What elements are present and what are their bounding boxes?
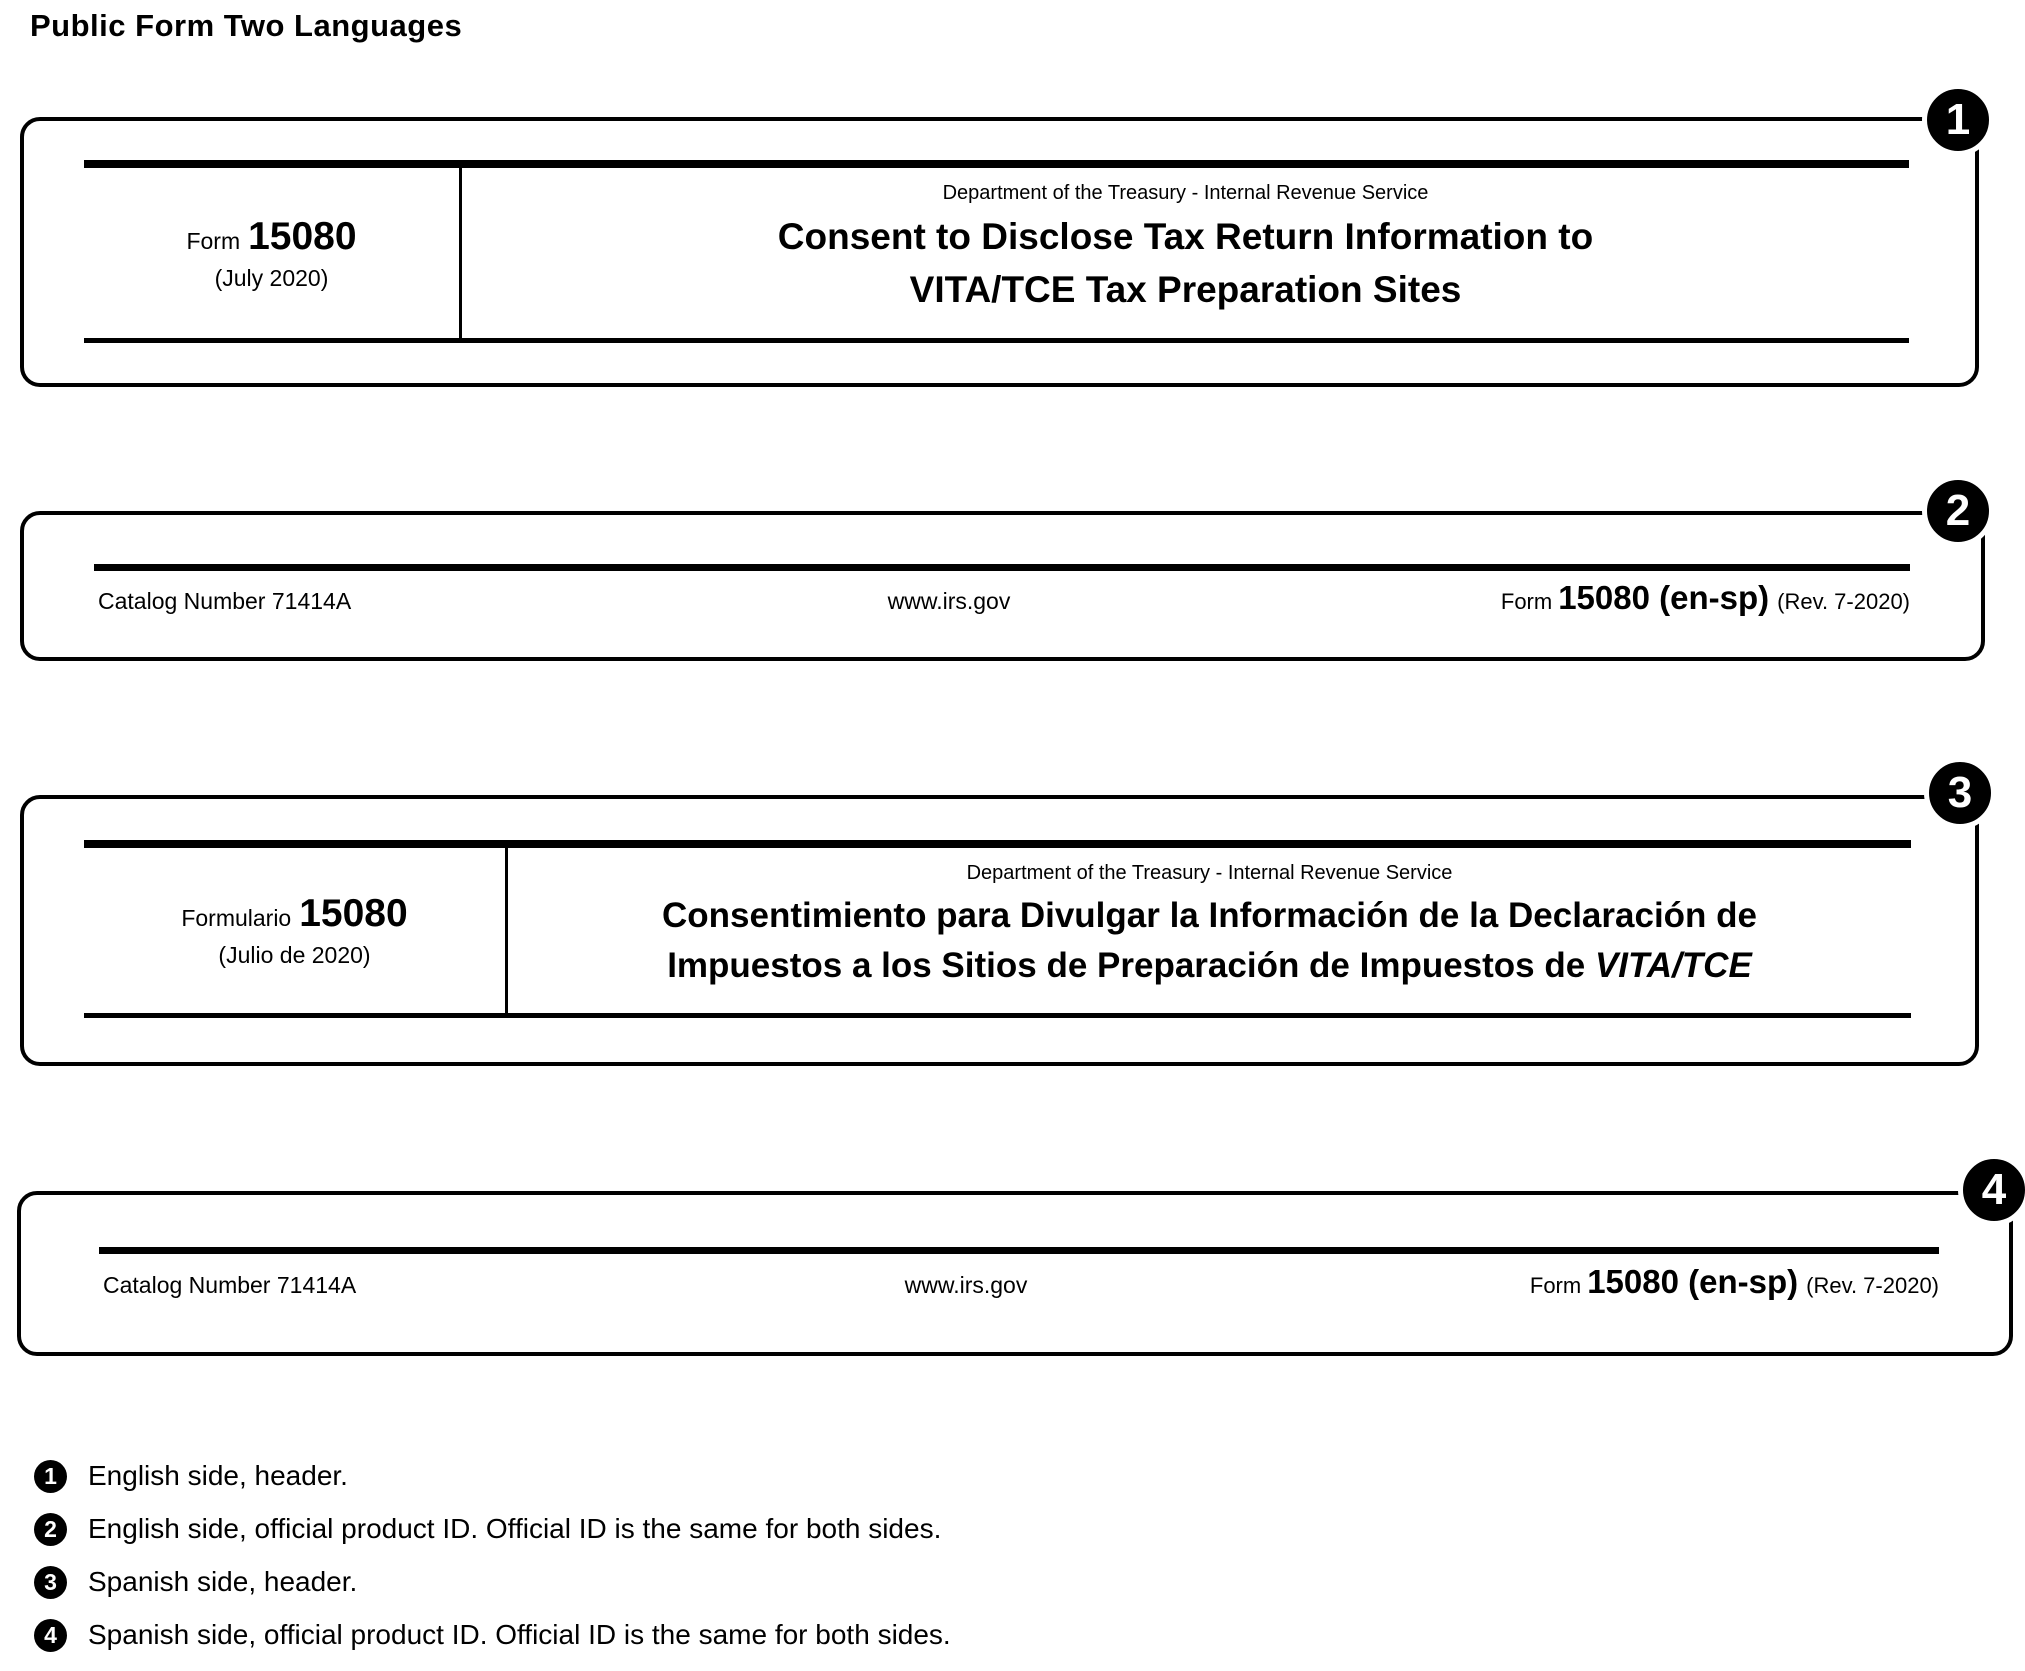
- english-form-title: [778, 211, 1593, 316]
- spanish-form-title: [662, 891, 1757, 990]
- spanish-title-line2-prefix: Impuestos a los Sitios de Preparación de Impuestos de: [667, 945, 1595, 985]
- page-title: Public Form Two Languages: [30, 8, 463, 43]
- department-line: Department of the Treasury - Internal Revenue Service: [942, 182, 1429, 204]
- legend-1-text: English side, header.: [88, 1460, 348, 1491]
- catalog-number: Catalog Number 71414A: [103, 1272, 357, 1298]
- english-form-title-cell: [462, 168, 1909, 338]
- formulario-word-label: Formulario: [181, 905, 292, 931]
- footer-rule: [94, 564, 1910, 571]
- english-header-box: [20, 117, 1979, 387]
- spanish-header-box: [20, 795, 1979, 1066]
- legend-item-2: [34, 1511, 951, 1547]
- legend-item-1: [34, 1458, 951, 1494]
- footer-form-number: 15080 (en-sp): [1587, 1263, 1799, 1300]
- english-header-table: [84, 160, 1909, 343]
- spanish-title-line2-italic: VITA/TCE: [1594, 945, 1752, 985]
- formulario-number: 15080: [299, 892, 408, 935]
- footer-rule: [99, 1247, 1939, 1254]
- department-line-spanish-side: Department of the Treasury - Internal Revenue Service: [966, 862, 1453, 884]
- legend-1-badge: 1: [34, 1460, 67, 1493]
- footer-form-word: Form: [1529, 1273, 1582, 1298]
- callout-1-badge: 1: [1922, 84, 1994, 156]
- spanish-header-table: [84, 840, 1911, 1018]
- form-word-label: Form: [186, 227, 241, 254]
- legend-item-4: [34, 1617, 951, 1653]
- legend-3-text: Spanish side, header.: [88, 1566, 358, 1597]
- spanish-footer-row: [103, 1263, 1939, 1301]
- formulario-revision-date: (Julio de 2020): [218, 942, 371, 968]
- footer-form-number: 15080 (en-sp): [1558, 579, 1770, 616]
- spanish-form-id: [181, 892, 407, 936]
- catalog-number: Catalog Number 71414A: [98, 588, 352, 614]
- english-title-line1: Consent to Disclose Tax Return Information to: [777, 216, 1594, 257]
- legend-3-badge: 3: [34, 1566, 67, 1599]
- legend: [34, 1458, 951, 1670]
- legend-4-badge: 4: [34, 1619, 67, 1652]
- callout-3-badge: 3: [1924, 757, 1996, 829]
- english-form-id-cell: [84, 168, 462, 338]
- form-revision-date: (July 2020): [214, 264, 329, 291]
- callout-4-badge: 4: [1958, 1154, 2025, 1226]
- footer-form-word: Form: [1500, 589, 1553, 614]
- footer-form-id: [1082, 1263, 1939, 1301]
- footer-form-revision: (Rev. 7-2020): [1806, 1273, 1940, 1298]
- legend-4-text: Spanish side, official product ID. Official ID is the same for both sides.: [88, 1619, 951, 1650]
- legend-item-3: [34, 1564, 951, 1600]
- spanish-form-title-cell: [508, 848, 1911, 1013]
- english-form-id: [186, 215, 356, 259]
- website-url: www.irs.gov: [904, 1272, 1028, 1298]
- footer-form-revision: (Rev. 7-2020): [1777, 589, 1911, 614]
- callout-2-badge: 2: [1922, 475, 1994, 547]
- spanish-footer-box: [17, 1191, 2013, 1356]
- website-url: www.irs.gov: [887, 588, 1011, 614]
- legend-2-badge: 2: [34, 1513, 67, 1546]
- english-footer-row: [98, 579, 1910, 617]
- spanish-form-id-cell: [84, 848, 508, 1013]
- english-footer-box: [20, 511, 1985, 661]
- legend-2-text: English side, official product ID. Official ID is the same for both sides.: [88, 1513, 942, 1544]
- footer-form-id: [1065, 579, 1910, 617]
- spanish-title-line1: Consentimiento para Divulgar la Información de la Declaración de: [662, 896, 1757, 935]
- english-title-line2: VITA/TCE Tax Preparation Sites: [909, 268, 1462, 310]
- form-number: 15080: [248, 214, 357, 258]
